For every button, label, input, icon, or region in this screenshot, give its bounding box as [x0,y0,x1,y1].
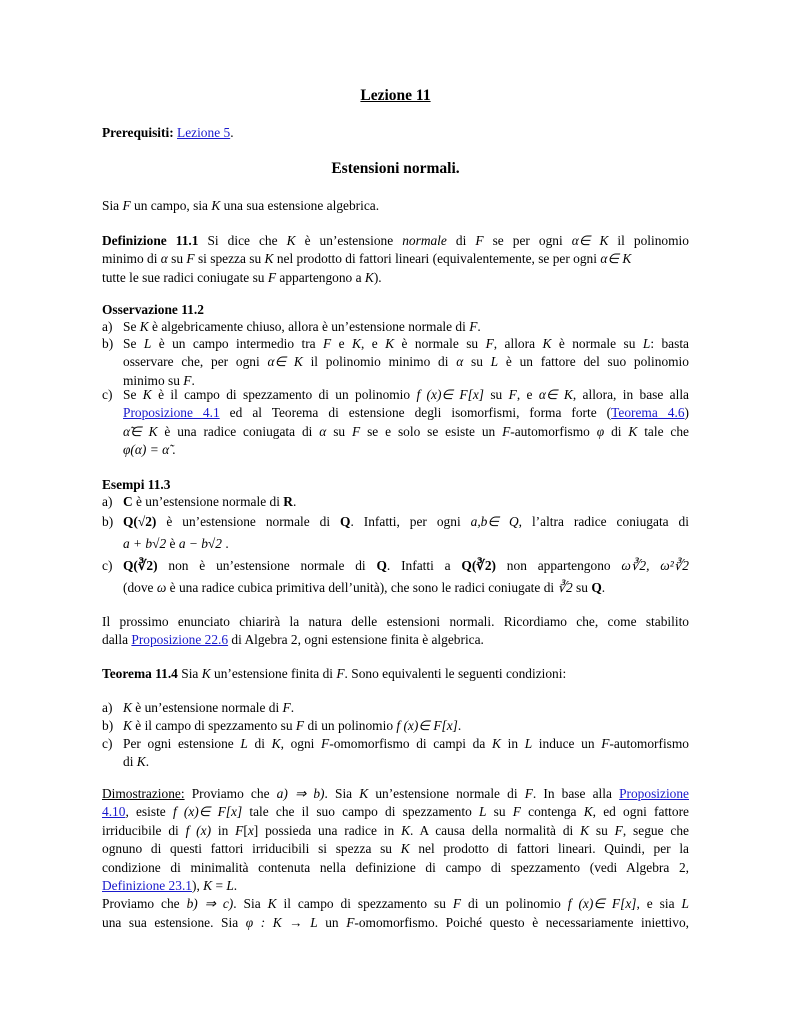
link-proposizione-4-10[interactable]: Proposizione [619,786,689,801]
link-proposizione-4-10-cont[interactable]: 4.10 [102,804,126,820]
teorema-item-b: b) K è il campo di spezzamento su F di un polinomio f (x)∈ F[x]. [102,718,462,733]
definition-label: Definizione 11.1 [102,233,199,248]
prerequisites-label: Prerequisiti: [102,125,174,140]
osservazione-item-c: c) Se K è il campo di spezzamento di un polinomio f (x)∈ F[x] su F, e α∈ K, allora, in base alla Proposizione 4.1 ed al Teorema di estensione degli isomorfismi, forma forte (Teorema 4.6) α̃∈ K è una radice coniugata di α su F se e solo se esiste un F-automorfismo φ di K tale che φ(α) = α̃ . [102,387,689,458]
osservazione-item-b: b) Se L è un campo intermedio tra F e K, e K è normale su F, allora K è normale su L: basta osservare che, per ogni α∈ K il polinomio minimo di α su L è un fattore del suo polinomio minimo su F. [102,336,689,388]
esempi-item-c: c) Q(∛2) non è un’estensione normale di Q. Infatti a Q(∛2) non appartengono ω∛2, ω²∛2 (dove ω è una radice cubica primitiva dell’unità), che sono le radici coniugate di ∛2 su Q. [102,558,689,596]
teorema-label: Teorema 11.4 [102,666,178,681]
teorema-item-c: c) Per ogni estensione L di K, ogni F-omomorfismo di campi da K in L induce un F-automorfismo di K. [102,736,689,770]
dimostrazione-label: Dimostrazione: [102,786,185,801]
section-title: Estensioni normali. [331,160,460,177]
osservazione-11-2 [102,301,689,319]
dimostrazione: Dimostrazione: Proviamo che a) ⇒ b). Sia K un’estensione normale di F. In base alla Proposizione 4.10, esiste f (x)∈ F[x] tale che il suo campo di spezzamento L su F contenga K, ed ogni fattore irriducibile di f (x) in F[x] possieda una radice in K. A causa della normalità di K su F, segue che ognuno di questi fattori irriducibili si spezza su K nel prodotto di fattori lineari. Quindi, per la condizione di minimalità contenuta nella definizione di campo di spezzamento (vedi Algebra 2, Definizione 23.1), K = L. Proviamo che b) ⇒ c). Sia K il campo di spezzamento su F di un polinomio f (x)∈ F[x], e sia L una sua estensione. Sia φ : K → L un F-omomorfismo. Poiché questo è necessariamente iniettivo, [102,786,690,930]
link-lezione-5[interactable]: Lezione 5 [177,125,231,140]
osservazione-label: Osservazione 11.2 [102,302,204,317]
paragraph-prossimo-enunciato: Il prossimo enunciato chiarirà la natura delle estensioni normali. Ricordiamo che, come stabilito dalla Proposizione 22.6 di Algebra 2, ogni estensione finita è algebrica. [102,614,689,648]
lesson-title: Lezione 11 [360,87,431,104]
link-definizione-23-1[interactable]: Definizione 23.1 [102,878,192,894]
teorema-item-a: a) K è un’estensione normale di F. [102,700,295,715]
esempi-item-b: b) Q(√2) è un’estensione normale di Q. Infatti, per ogni a,b∈ Q, l’altra radice coniugata di a + b√2 è a − b√2 . [102,514,689,552]
intro-paragraph: Sia F un campo, sia K una sua estensione algebrica. [102,198,380,213]
esempi-label: Esempi 11.3 [102,477,171,492]
link-proposizione-4-1[interactable]: Proposizione 4.1 [123,405,220,421]
esempi-11-3 [102,476,689,494]
definition-11-1: Definizione 11.1 Si dice che K è un’estensione normale di F se per ogni α∈ K il polinomio minimo di α su F si spezza su K nel prodotto di fattori lineari (equivalentemente, se per ogni α∈ K tutte le sue radici coniugate su F appartengono a K). [102,233,689,285]
esempi-item-a: a) C è un’estensione normale di R. [102,494,297,509]
prerequisites-line: Prerequisiti: Lezione 5. [102,125,234,140]
osservazione-item-a: a) Se K è algebricamente chiuso, allora è un’estensione normale di F. [102,319,481,334]
link-teorema-4-6[interactable]: Teorema 4.6 [611,405,685,421]
link-proposizione-22-6[interactable]: Proposizione 22.6 [131,632,229,648]
teorema-11-4: Teorema 11.4 Sia K un’estensione finita di F. Sono equivalenti le seguenti condizioni: [102,666,567,681]
